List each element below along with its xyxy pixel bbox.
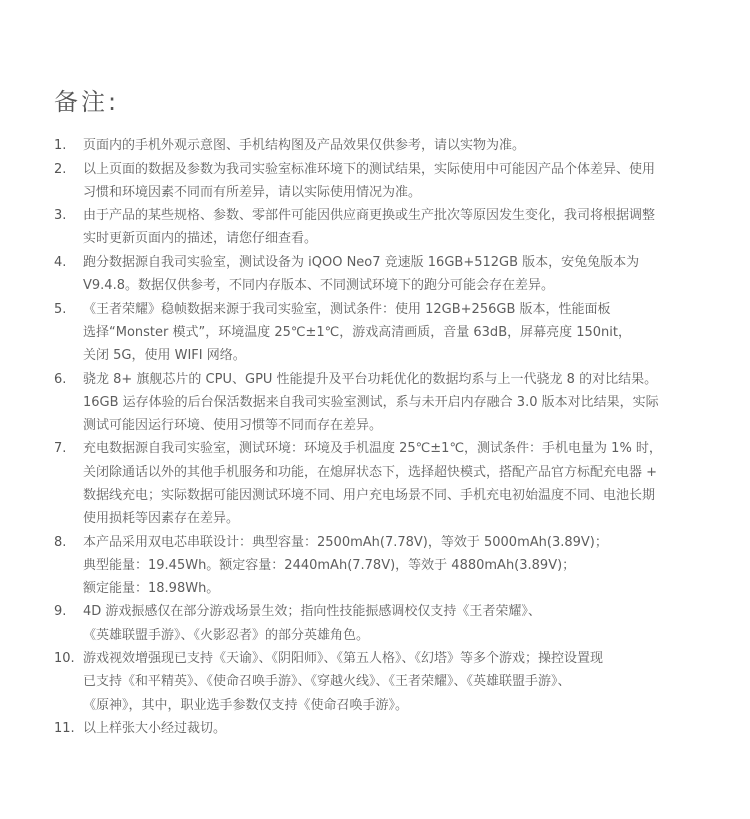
note-item bbox=[54, 251, 714, 297]
note-number: 2. bbox=[54, 161, 67, 177]
note-line: 测试可能因运行环境、使用习惯等不同而存在差异。 bbox=[83, 417, 383, 433]
note-line: 选择“Monster 模式”，环境温度 25℃±1℃，游戏高清画质，音量 63dB，屏幕亮度 150nit， bbox=[83, 324, 631, 340]
note-line: 《王者荣耀》稳帧数据来源于我司实验室，测试条件：使用 12GB+256GB 版本，性能面板 bbox=[83, 301, 611, 317]
note-line: 额定能量：18.98Wh。 bbox=[83, 580, 220, 596]
note-line: 由于产品的某些规格、参数、零部件可能因供应商更换或生产批次等原因发生变化，我司将根据调整 bbox=[83, 208, 656, 224]
note-number: 7. bbox=[54, 441, 67, 457]
note-item bbox=[54, 368, 714, 438]
note-line: 关闭 5G，使用 WIFI 网络。 bbox=[83, 348, 246, 364]
note-line: 典型能量：19.45Wh。额定容量：2440mAh(7.78V)，等效于 4880mAh(3.89V)； bbox=[83, 557, 576, 573]
note-item bbox=[54, 647, 714, 717]
note-line: V9.4.8。数据仅供参考，不同内存版本、不同测试环境下的跑分可能会存在差异。 bbox=[83, 278, 554, 294]
note-number: 3. bbox=[54, 208, 67, 224]
note-line: 骁龙 8+ 旗舰芯片的 CPU、GPU 性能提升及平台功耗优化的数据均系与上一代骁龙 8 的对比结果。 bbox=[83, 371, 658, 387]
note-item bbox=[54, 134, 714, 157]
note-number: 9. bbox=[54, 604, 67, 620]
note-item bbox=[54, 437, 714, 530]
note-number: 11. bbox=[54, 721, 75, 737]
note-item bbox=[54, 298, 714, 368]
note-line: 以上页面的数据及参数为我司实验室标准环境下的测试结果，实际使用中可能因产品个体差异、使用 bbox=[83, 161, 656, 177]
note-line: 页面内的手机外观示意图、手机结构图及产品效果仅供参考，请以实物为准。 bbox=[83, 138, 526, 153]
note-line: 跑分数据源自我司实验室，测试设备为 iQOO Neo7 竞速版 16GB+512GB 版本，安兔兔版本为 bbox=[83, 254, 640, 270]
notes-list bbox=[54, 134, 714, 741]
note-line: 实时更新页面内的描述，请您仔细查看。 bbox=[83, 231, 318, 247]
note-line: 本产品采用双电芯串联设计：典型容量：2500mAh(7.78V)，等效于 5000mAh(3.89V)； bbox=[83, 534, 608, 550]
note-line: 已支持《和平精英》、《使命召唤手游》、《穿越火线》、《王者荣耀》、《英雄联盟手游》、 bbox=[83, 674, 571, 690]
note-line: 游戏视效增强现已支持《天谕》、《阴阳师》、《第五人格》、《幻塔》等多个游戏；操控设置现 bbox=[83, 651, 604, 667]
note-line: 数据线充电；实际数据可能因测试环境不同、用户充电场景不同、手机充电初始温度不同、电池长期 bbox=[83, 487, 656, 503]
note-number: 4. bbox=[54, 254, 67, 270]
note-line: 习惯和环境因素不同而有所差异，请以实际使用情况为准。 bbox=[83, 184, 422, 200]
note-number: 6. bbox=[54, 371, 67, 387]
note-line: 4D 游戏振感仅在部分游戏场景生效；指向性技能振感调校仅支持《王者荣耀》、 bbox=[83, 604, 541, 620]
note-line: 充电数据源自我司实验室，测试环境：环境及手机温度 25℃±1℃，测试条件：手机电量为 1% 时， bbox=[83, 441, 662, 457]
note-line: 使用损耗等因素存在差异。 bbox=[83, 511, 240, 527]
note-item bbox=[54, 600, 714, 646]
note-line: 16GB 运存体验的后台保活数据来自我司实验室测试，系与未开启内存融合 3.0 版本对比结果，实际 bbox=[83, 394, 659, 410]
note-item bbox=[54, 204, 714, 250]
note-number: 10. bbox=[54, 651, 75, 667]
page-title: 备注: bbox=[54, 88, 120, 116]
note-item bbox=[54, 717, 714, 740]
note-number: 8. bbox=[54, 534, 67, 550]
note-number: 1. bbox=[54, 138, 67, 153]
note-item bbox=[54, 531, 714, 601]
note-line: 《原神》，其中，职业选手参数仅支持《使命召唤手游》。 bbox=[83, 697, 409, 713]
note-item bbox=[54, 158, 714, 204]
note-number: 5. bbox=[54, 301, 67, 317]
note-line: 关闭除通话以外的其他手机服务和功能，在熄屏状态下，选择超快模式，搭配产品官方标配充电器 + bbox=[83, 464, 658, 480]
note-line: 《英雄联盟手游》、《火影忍者》的部分英雄角色。 bbox=[83, 627, 370, 643]
note-line: 以上样张大小经过裁切。 bbox=[83, 721, 227, 737]
